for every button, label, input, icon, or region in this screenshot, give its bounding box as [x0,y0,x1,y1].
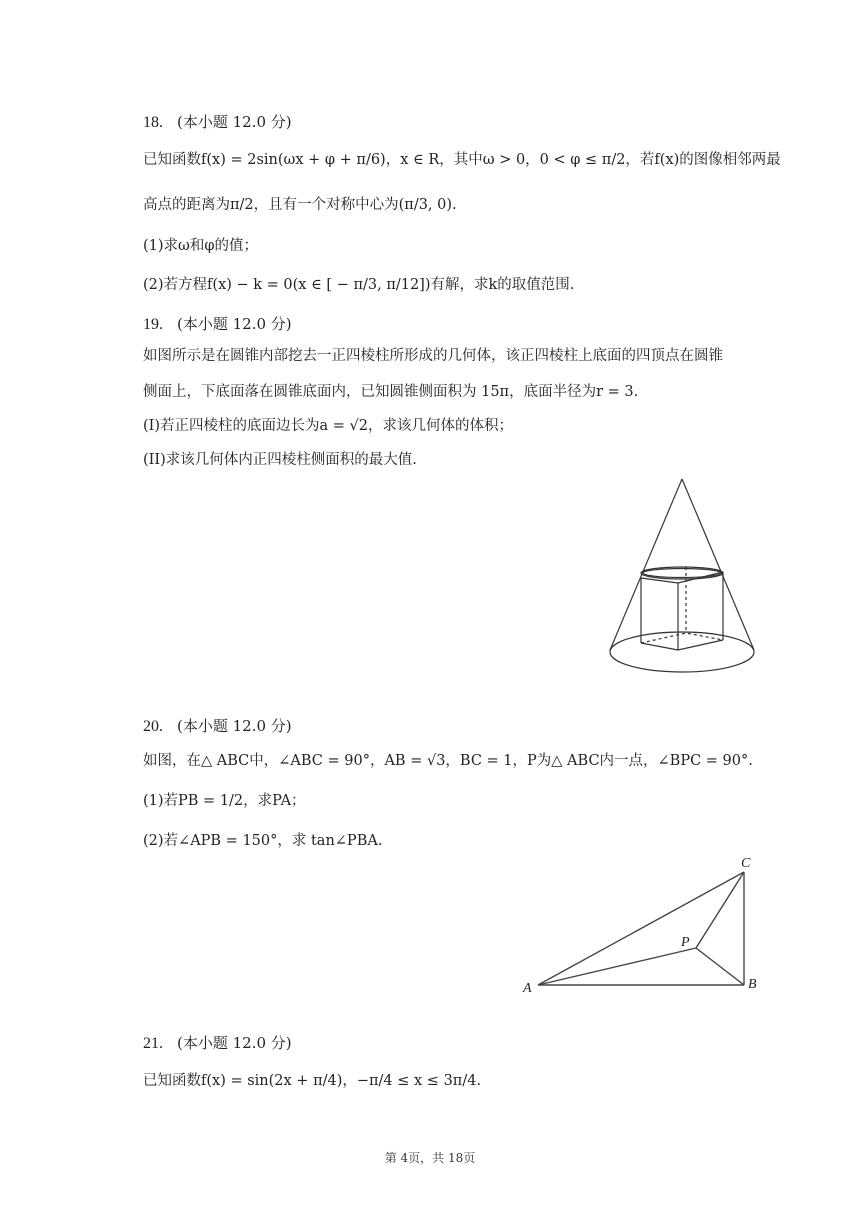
q20-header [143,716,292,737]
prism-top-ellipse-inner [643,569,721,578]
q18-part2: (2)若方程f(x) − k = 0(x ∈ [ − π/3, π/12])有解，求k的取值范围. [143,277,575,293]
cone-left-side [610,479,682,650]
q21-header [143,1033,292,1054]
q18-header [143,112,292,133]
q18-line1: 已知函数f(x) = 2sin(ωx + φ + π/6)，x ∈ R，其中ω > 0，0 < φ ≤ π/2，若f(x)的图像相邻两最 [143,152,781,168]
prism-bottom-front [641,640,723,650]
q20-tag: (本小题 12.0 分) [177,717,292,735]
label-c: C [741,856,751,871]
q21-tag: (本小题 12.0 分) [177,1034,292,1052]
q18-tag: (本小题 12.0 分) [177,113,292,131]
q20-number: 20. [143,718,163,735]
q18-part1: (1)求ω和φ的值； [143,238,259,254]
q19-line2: 侧面上，下底面落在圆锥底面内，已知圆锥侧面积为 15π，底面半径为r = 3. [143,384,639,400]
q20-part1: (1)若PB = 1/2，求PA； [143,793,306,809]
segment-pc [696,872,744,948]
label-a: A [523,981,532,996]
label-p: P [681,935,690,950]
q18-line2: 高点的距离为π/2，且有一个对称中心为(π/3, 0). [143,197,457,213]
cone-base-ellipse [610,632,754,672]
q20-line1: 如图，在△ ABC中，∠ABC = 90°，AB = √3，BC = 1，P为△ ABC内一点，∠BPC = 90°. [143,753,753,769]
page-footer: 第 4页，共 18页 [384,1151,476,1165]
segment-pb [696,948,744,985]
triangle-figure [518,852,768,1002]
cone-figure [600,475,780,680]
q19-line1: 如图所示是在圆锥内部挖去一正四棱柱所形成的几何体，该正四棱柱上底面的四顶点在圆锥 [143,348,723,364]
q18-number: 18. [143,114,163,131]
q21-line1: 已知函数f(x) = sin(2x + π/4)，−π/4 ≤ x ≤ 3π/4. [143,1073,482,1089]
cone-right-side [682,479,754,650]
segment-pa [538,948,696,985]
q21-number: 21. [143,1035,163,1052]
q19-part2: (II)求该几何体内正四棱柱侧面积的最大值. [143,452,417,468]
label-b: B [748,977,757,992]
q19-number: 19. [143,316,163,333]
prism-bottom-back [641,633,723,643]
q19-tag: (本小题 12.0 分) [177,315,292,333]
q19-header [143,314,292,335]
q19-part1: (I)若正四棱柱的底面边长为a = √2，求该几何体的体积； [143,418,514,434]
q20-part2: (2)若∠APB = 150°，求 tan∠PBA. [143,833,383,849]
side-ac [538,872,744,985]
